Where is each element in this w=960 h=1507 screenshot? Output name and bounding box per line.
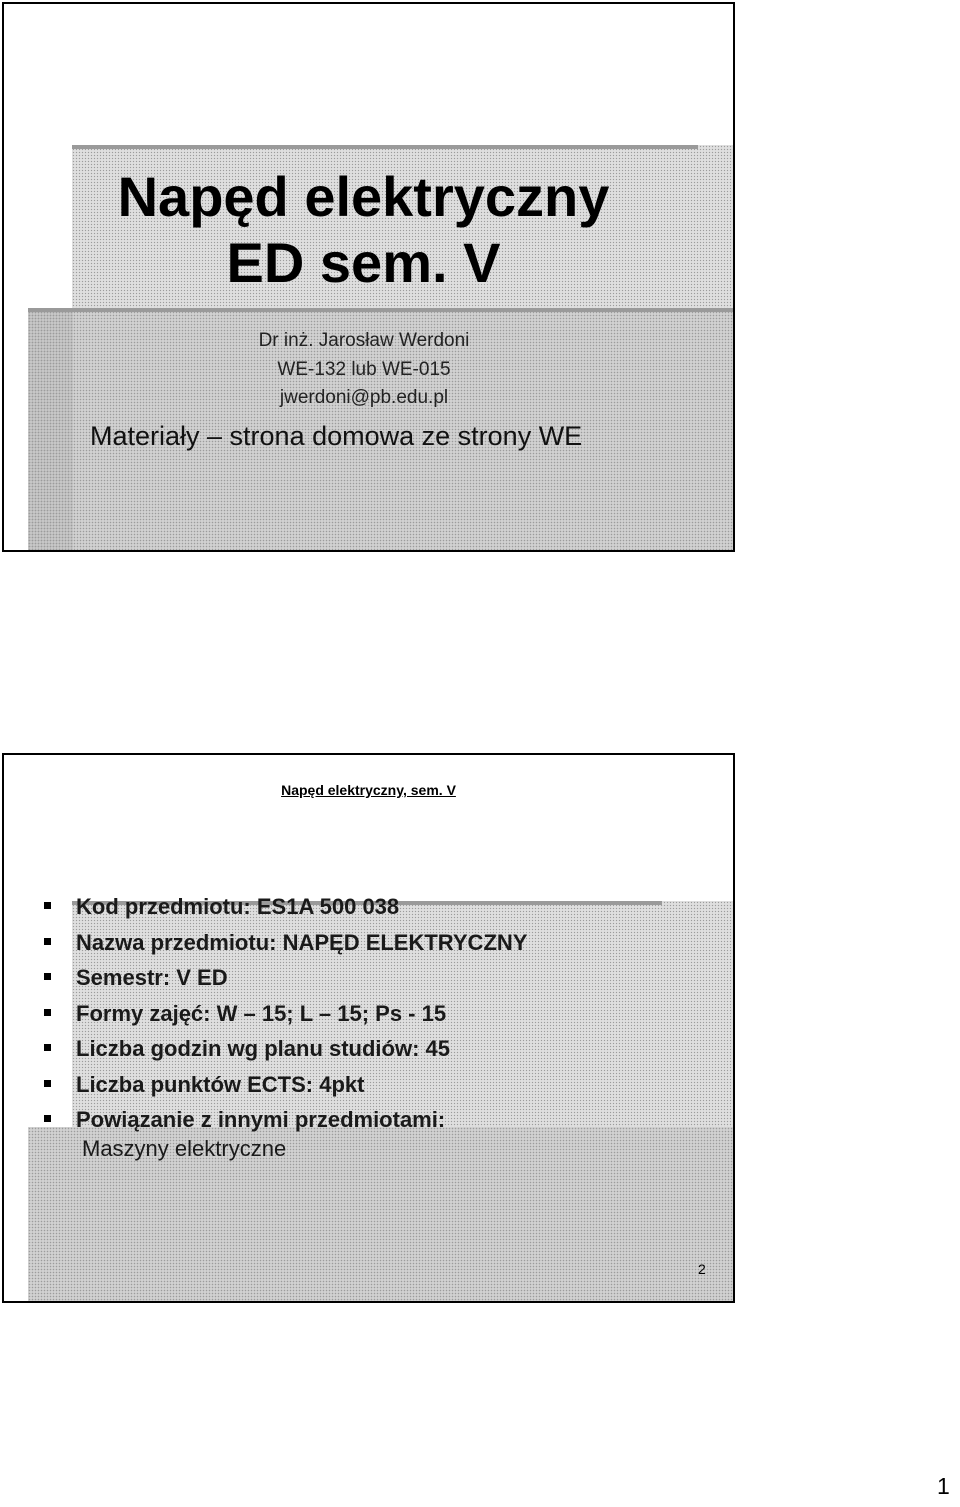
- square-bullet-icon: [44, 1080, 51, 1087]
- square-bullet-icon: [44, 902, 51, 909]
- list-item: Liczba godzin wg planu studiów: 45: [42, 1034, 527, 1070]
- slide-number: 2: [698, 1261, 706, 1277]
- square-bullet-icon: [44, 1009, 51, 1016]
- slide-header: Napęd elektryczny, sem. V: [281, 782, 456, 798]
- title-line-1: Napęd elektryczny: [117, 165, 610, 228]
- title-line-2: ED sem. V: [226, 231, 501, 294]
- list-item: Semestr: V ED: [42, 963, 527, 999]
- list-item: Nazwa przedmiotu: NAPĘD ELEKTRYCZNY: [42, 928, 527, 964]
- list-item: Powiązanie z innymi przedmiotami:: [42, 1105, 527, 1141]
- decorative-line-middle: [28, 308, 735, 312]
- page-number: 1: [937, 1473, 950, 1499]
- slide-title: [4, 164, 673, 296]
- materials-note: Materiały – strona domowa ze strony WE: [90, 421, 583, 451]
- square-bullet-icon: [44, 973, 51, 980]
- author-email: jwerdoni@pb.edu.pl: [279, 387, 449, 408]
- slide-2: [2, 753, 735, 1303]
- slide-1: [2, 2, 735, 552]
- decorative-line-top: [72, 145, 698, 149]
- square-bullet-icon: [44, 1044, 51, 1051]
- list-item: Liczba punktów ECTS: 4pkt: [42, 1070, 527, 1106]
- author-name: Dr inż. Jarosław Werdoni: [258, 330, 470, 351]
- square-bullet-icon: [44, 938, 51, 945]
- list-item: Kod przedmiotu: ES1A 500 038: [42, 892, 527, 928]
- related-course: Maszyny elektryczne: [82, 1136, 287, 1161]
- square-bullet-icon: [44, 1115, 51, 1122]
- office-rooms: WE-132 lub WE-015: [277, 359, 451, 380]
- list-item: Formy zajęć: W – 15; L – 15; Ps - 15: [42, 999, 527, 1035]
- course-info-list: [42, 892, 527, 1141]
